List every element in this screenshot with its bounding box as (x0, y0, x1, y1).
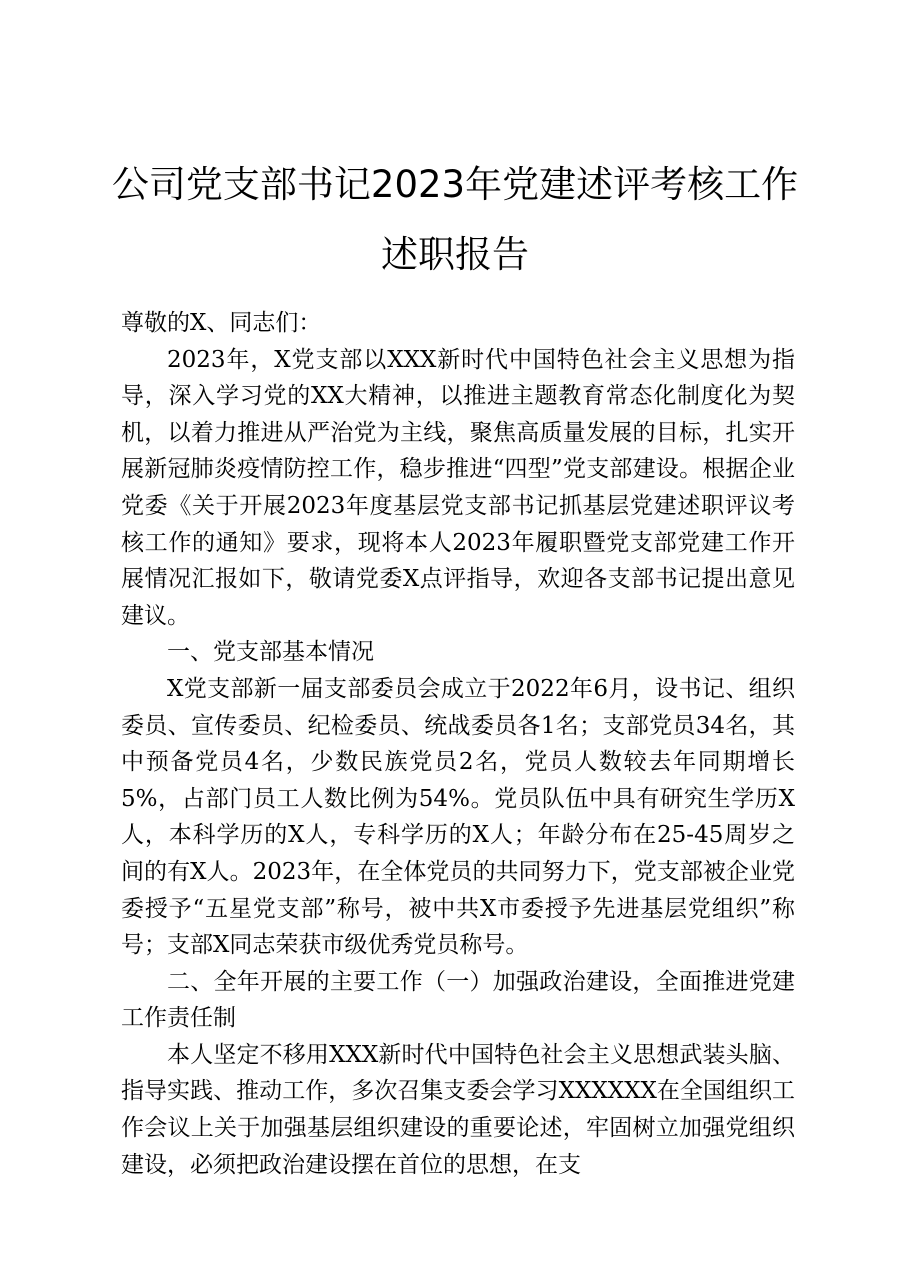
section-heading-main-work: 二、全年开展的主要工作（一）加强政治建设，全面推进党建工作责任制 (121, 968, 795, 1032)
salutation: 尊敬的X、同志们： (121, 310, 322, 336)
section-heading-basic-situation: 一、党支部基本情况 (167, 639, 374, 666)
paragraph-intro: 2023年，X党支部以XXX新时代中国特色社会主义思想为指导，深入学习党的XX大精神，以推进主题教育常态化制度化为契机，以着力推进从严治党为主线，聚焦高质量发展的目标，扎实开展新冠肺炎疫情防控工作，稳步推进“四型”党支部建设。根据企业党委《关于开展2023年度基层党支部书记抓基层党建述职评议考核工作的通知》要求，现将本人2023年履职暨党支部党建工作开展情况汇报如下，敬请党委X点评指导，欢迎各支部书记提出意见建议。 (121, 346, 795, 629)
document-body (121, 305, 795, 1183)
paragraph-political-construction: 本人坚定不移用XXX新时代中国特色社会主义思想武装头脑、指导实践、推动工作，多次召集支委会学习XXXXXX在全国组织工作会议上关于加强基层组织建设的重要论述，牢固树立加强党组织建设，必须把政治建设摆在首位的思想，在支 (121, 1041, 795, 1178)
document-title: 公司党支部书记2023年党建述评考核工作述职报告 (111, 163, 799, 276)
paragraph-basic-situation: X党支部新一届支部委员会成立于2022年6月，设书记、组织委员、宣传委员、纪检委员、统战委员各1名；支部党员34名，其中预备党员4名，少数民族党员2名，党员人数较去年同期增长5%，占部门员工人数比例为54%。党员队伍中具有研究生学历X人，本科学历的X人，专科学历的X人；年龄分布在25-45周岁之间的有X人。2023年，在全体党员的共同努力下，党支部被企业党委授予“五星党支部”称号，被中共X市委授予先进基层党组织”称号；支部X同志荣获市级优秀党员称号。 (121, 675, 795, 959)
